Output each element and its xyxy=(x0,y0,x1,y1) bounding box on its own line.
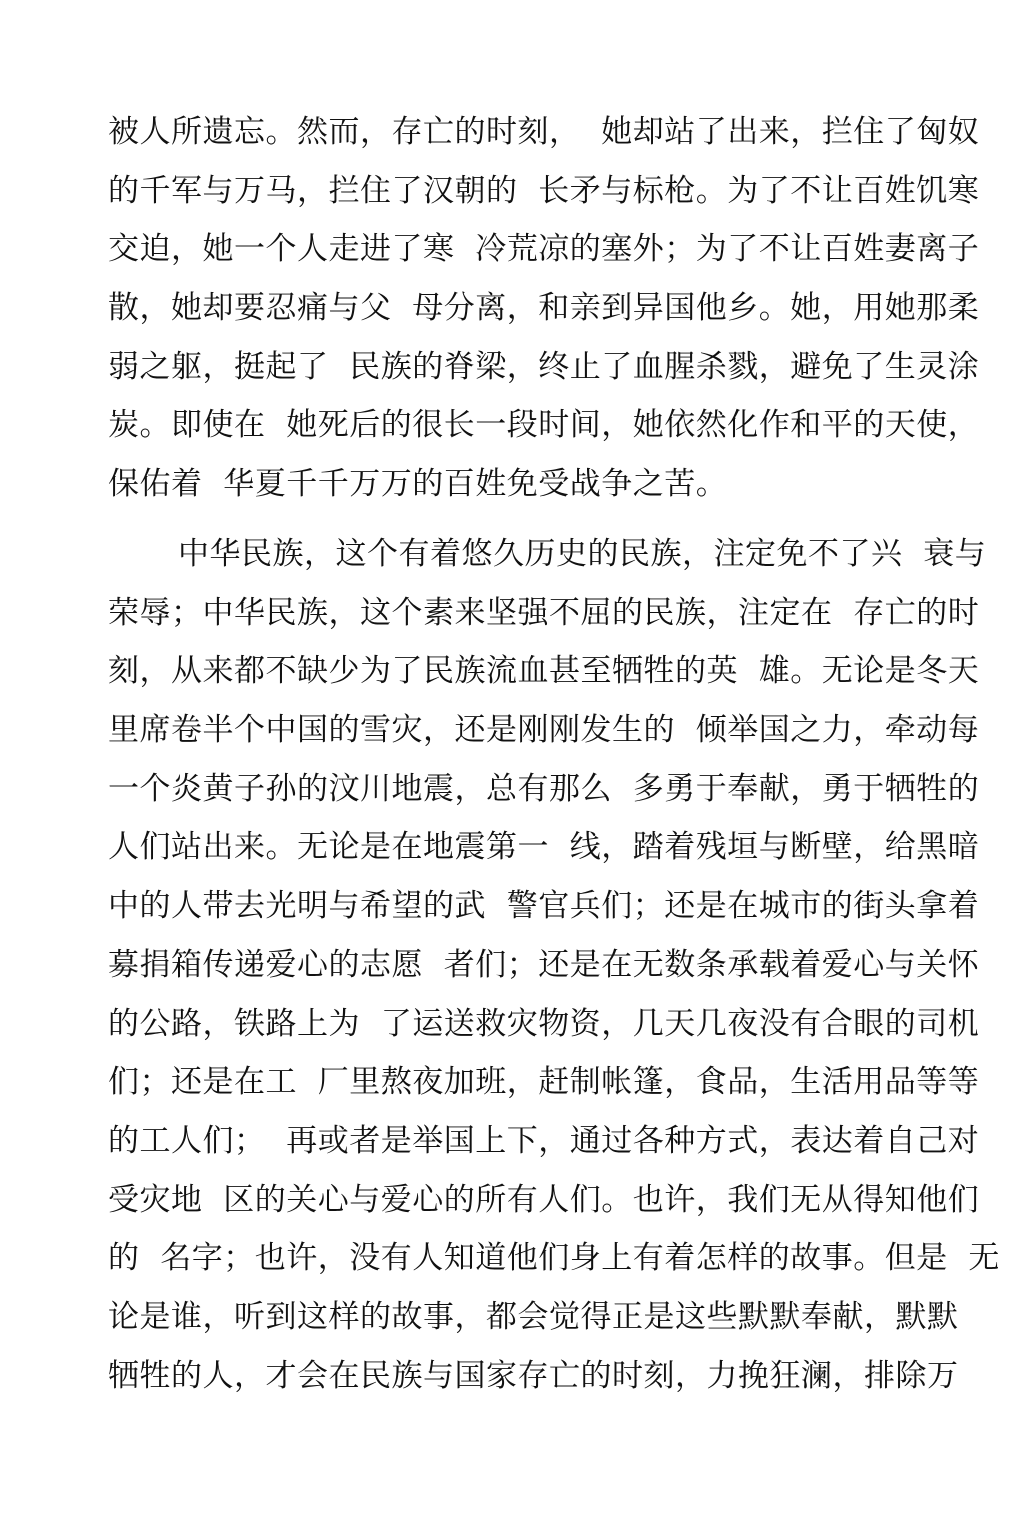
text-line: 的千军与万马，拦住了汉朝的 长矛与标枪。为了不让百姓饥寒 xyxy=(108,172,980,209)
text-line: 牺牲的人，才会在民族与国家存亡的时刻，力挽狂澜，排除万 xyxy=(108,1357,959,1394)
text-line: 里席卷半个中国的雪灾，还是刚刚发生的 倾举国之力，牵动每 xyxy=(108,712,980,749)
text-line: 被人所遗忘。然而，存亡的时刻， 她却站了出来，拦住了匈奴 xyxy=(108,114,980,150)
text-line: 弱之躯，挺起了 民族的脊梁，终止了血腥杀戮，避免了生灵涂 xyxy=(108,348,980,385)
text-line: 交迫，她一个人走进了寒 冷荒凉的塞外；为了不让百姓妻离子 xyxy=(108,231,980,268)
text-line: 炭。即使在 她死后的很长一段时间，她依然化作和平的天使， xyxy=(108,407,980,444)
paragraph-2 xyxy=(108,525,1000,1405)
text-line: 散，她却要忍痛与父 母分离，和亲到异国他乡。她，用她那柔 xyxy=(108,290,980,327)
paragraph-1 xyxy=(108,103,980,514)
text-line: 募捐箱传递爱心的志愿 者们；还是在无数条承载着爱心与关怀 xyxy=(108,946,980,983)
text-line: 的公路，铁路上为 了运送救灾物资，几天几夜没有合眼的司机 xyxy=(108,1005,980,1042)
text-line: 刻，从来都不缺少为了民族流血甚至牺牲的英 雄。无论是冬天 xyxy=(108,653,980,690)
text-line: 们；还是在工 厂里熬夜加班，赶制帐篷，食品，生活用品等等 xyxy=(108,1064,980,1101)
text-line: 的工人们； 再或者是举国上下，通过各种方式，表达着自己对 xyxy=(108,1122,980,1159)
text-line: 一个炎黄子孙的汶川地震，总有那么 多勇于奉献，勇于牺牲的 xyxy=(108,770,980,807)
text-line: 中华民族，这个有着悠久历史的民族，注定免不了兴 衰与 xyxy=(178,536,987,572)
text-line: 保佑着 华夏千千万万的百姓免受战争之苦。 xyxy=(108,466,728,503)
text-line: 受灾地 区的关心与爱心的所有人们。也许，我们无从得知他们 xyxy=(108,1181,980,1218)
text-line: 的 名字；也许，没有人知道他们身上有着怎样的故事。但是 无 xyxy=(108,1240,1000,1277)
text-line: 中的人带去光明与希望的武 警官兵们；还是在城市的街头拿着 xyxy=(108,888,980,925)
text-line: 论是谁，听到这样的故事，都会觉得正是这些默默奉献，默默 xyxy=(108,1298,959,1335)
text-line: 荣辱；中华民族，这个素来坚强不屈的民族，注定在 存亡的时 xyxy=(108,594,980,631)
text-line: 人们站出来。无论是在地震第一 线，踏着残垣与断壁，给黑暗 xyxy=(108,829,980,866)
